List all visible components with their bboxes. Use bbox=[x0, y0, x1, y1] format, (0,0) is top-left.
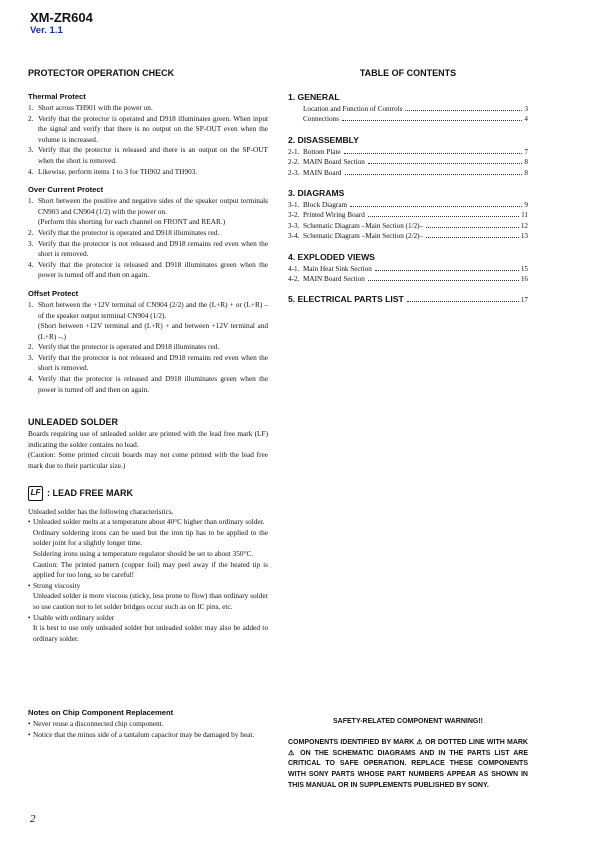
lead-free-item-text: Usable with ordinary solder bbox=[33, 612, 115, 622]
toc-entry-number: 3-1. bbox=[288, 201, 300, 210]
toc-entry-number: 2-2. bbox=[288, 158, 300, 167]
toc-entry-label: MAIN Board Section bbox=[303, 275, 365, 284]
page-number: 2 bbox=[30, 813, 36, 825]
toc-entry-label: Block Diagram bbox=[303, 201, 348, 210]
toc-entry bbox=[288, 221, 528, 231]
toc-entry-label: Location and Function of Controls bbox=[303, 105, 403, 113]
right-column bbox=[288, 68, 528, 307]
lead-free-item bbox=[28, 517, 268, 581]
toc-entry-number: 2-1. bbox=[288, 147, 300, 156]
step-text: Verify that the protector is not released and D918 remains red even when the short is removed. bbox=[38, 238, 268, 259]
step-item bbox=[28, 260, 268, 281]
toc-page: 9 bbox=[524, 201, 528, 210]
step-text: Verify that the protector is operated and D918 illuminates green. When input the signal and verify that there is no output on the SP-OUT even when the volume is increased. bbox=[38, 113, 268, 144]
step-list bbox=[28, 103, 268, 177]
safety-warning bbox=[288, 717, 528, 792]
step-number: 3. bbox=[28, 238, 34, 248]
protector-sections bbox=[28, 92, 268, 395]
chip-note-item bbox=[28, 719, 268, 730]
lead-free-item-detail: It is best to use only unleaded solder but unleaded solder may also be added to ordinary solder. bbox=[33, 623, 268, 643]
toc-leader bbox=[344, 153, 523, 154]
toc-page: 8 bbox=[524, 168, 528, 177]
section-gap bbox=[28, 177, 268, 185]
step-item bbox=[28, 228, 268, 239]
step-number: 4. bbox=[28, 166, 34, 176]
toc-leader bbox=[426, 227, 519, 228]
step-text: Verify that the protector is not released and D918 remains red even when the short is removed. bbox=[38, 352, 268, 373]
step-number: 3. bbox=[28, 145, 34, 155]
step-item bbox=[28, 239, 268, 260]
safety-body: COMPONENTS IDENTIFIED BY MARK ⚠ OR DOTTED LINE WITH MARK ⚠ ON THE SCHEMATIC DIAGRAMS AND IN THE PARTS LIST ARE CRITICAL TO SAFE OPERATION. REPLACE THESE COMPONENTS WITH SONY PARTS WHOSE PART NUMBERS APPEAR AS SHOWN IN THIS MANUAL OR IN SUPPLEMENTS PUBLISHED BY SONY. bbox=[288, 738, 528, 789]
step-number: 1. bbox=[28, 299, 34, 309]
toc-entry-label: MAIN Board bbox=[303, 168, 342, 177]
step-item bbox=[28, 114, 268, 146]
chip-notes-list bbox=[28, 719, 268, 740]
bullet: • bbox=[28, 729, 31, 739]
toc-leader bbox=[407, 301, 519, 302]
step-text: Verify that the protector is released and D918 illuminates green when the power is turned off and then on again. bbox=[38, 259, 268, 280]
toc-section-heading: 5. ELECTRICAL PARTS LIST bbox=[288, 294, 404, 305]
toc-section-heading: 3. DIAGRAMS bbox=[288, 188, 345, 199]
toc-section-heading: 1. GENERAL bbox=[288, 92, 340, 102]
toc-page: 3 bbox=[524, 105, 528, 113]
toc-title: TABLE OF CONTENTS bbox=[359, 68, 457, 78]
toc-page: 13 bbox=[520, 232, 528, 241]
lead-free-title: : LEAD FREE MARK bbox=[47, 488, 133, 499]
chip-notes bbox=[28, 708, 268, 740]
step-item bbox=[28, 374, 268, 395]
toc-entry bbox=[288, 231, 528, 241]
toc-entry-number: 4-2. bbox=[288, 275, 300, 284]
toc-leader bbox=[345, 174, 523, 175]
bullet: • bbox=[28, 517, 31, 527]
bullet: • bbox=[28, 612, 31, 622]
lead-free-icon: LF bbox=[28, 486, 43, 501]
toc-page: 8 bbox=[524, 158, 528, 167]
step-item bbox=[28, 167, 268, 178]
toc-sections bbox=[288, 92, 528, 305]
lead-free-item bbox=[28, 581, 268, 613]
protector-title: PROTECTOR OPERATION CHECK bbox=[28, 68, 175, 78]
lead-free-list bbox=[28, 517, 268, 644]
step-number: 4. bbox=[28, 374, 34, 384]
step-number: 3. bbox=[28, 352, 34, 362]
chip-note-text: Notice that the minus side of a tantalum capacitor may be damaged by heat. bbox=[33, 729, 255, 739]
toc-entry-number: 2-3. bbox=[288, 168, 300, 177]
chip-note-item bbox=[28, 730, 268, 741]
toc-entry-label: Printed Wiring Board bbox=[303, 211, 365, 220]
toc-entry bbox=[288, 200, 528, 210]
toc-gap bbox=[288, 284, 528, 294]
toc-page: 16 bbox=[520, 275, 528, 284]
toc-entry bbox=[288, 157, 528, 167]
toc-section-heading: 4. EXPLODED VIEWS bbox=[288, 251, 375, 262]
toc-leader bbox=[368, 216, 519, 217]
step-number: 2. bbox=[28, 113, 34, 123]
toc-entry-number: 3-3. bbox=[288, 221, 300, 230]
toc-leader bbox=[368, 280, 519, 281]
lead-free-intro: Unleaded solder has the following characteristics. bbox=[28, 506, 174, 516]
unleaded-caution: (Caution: Some printed circuit boards may not come printed with the lead free mark due to their particular size.) bbox=[28, 450, 268, 471]
lead-free-item bbox=[28, 613, 268, 645]
step-number: 2. bbox=[28, 227, 34, 237]
toc-leader bbox=[368, 163, 523, 164]
toc-entry-label: MAIN Board Section bbox=[303, 158, 365, 167]
lead-free-item-detail: Unleaded solder is more viscous (sticky, less prone to flow) than ordinary solder so use caution not to let solder bridges occur such as on IC pins, etc. bbox=[33, 591, 268, 611]
section-heading: Offset Protect bbox=[28, 288, 79, 298]
step-number: 2. bbox=[28, 342, 34, 352]
step-text: Verify that the protector is operated and D918 illuminates red. bbox=[38, 227, 220, 237]
step-number: 4. bbox=[28, 259, 34, 269]
lead-free-item-text: Unleaded solder melts at a temperature about 40°C higher than ordinary solder. bbox=[33, 517, 265, 527]
toc-section-heading: 2. DISASSEMBLY bbox=[288, 134, 359, 145]
toc-page: 7 bbox=[524, 147, 528, 156]
toc-gap bbox=[288, 125, 528, 135]
lead-free-item-detail: Soldering irons using a temperature regulator should be set to about 350°C. bbox=[33, 549, 254, 558]
toc-entry bbox=[288, 264, 528, 274]
toc-entry-label: Schematic Diagram –Main Section (1/2)– bbox=[303, 221, 424, 230]
toc-entry bbox=[288, 210, 528, 220]
toc-leader bbox=[426, 237, 519, 238]
step-text: Verify that the protector is released and there is an output on the SP-OUT when the short is removed. bbox=[38, 145, 268, 165]
unleaded-title: UNLEADED SOLDER bbox=[28, 417, 119, 428]
model-name: XM-ZR604 bbox=[30, 10, 93, 25]
toc-leader bbox=[350, 206, 522, 207]
step-text: Short between the positive and negative sides of the speaker output terminals CN903 and CN904 (1/2) with the power on. bbox=[38, 196, 268, 216]
toc-page: 15 bbox=[520, 264, 528, 273]
safety-title: SAFETY-RELATED COMPONENT WARNING!! bbox=[333, 718, 483, 725]
toc-entry-number: 3-4. bbox=[288, 232, 300, 241]
step-note: (Short between +12V terminal and (L+R) + and between +12V terminal and (L+R) –.) bbox=[38, 321, 268, 341]
toc-leader bbox=[405, 110, 522, 111]
toc-entry-label: Connections bbox=[303, 115, 339, 124]
section-heading: Thermal Protect bbox=[28, 92, 86, 101]
step-item bbox=[28, 353, 268, 374]
step-list bbox=[28, 300, 268, 395]
step-text: Short between the +12V terminal of CN904 (2/2) and the (L+R) + or (L+R) – of the speaker output terminal CN904 (1/2). bbox=[38, 299, 268, 320]
step-text: Short across TH901 with the power on. bbox=[38, 103, 153, 112]
toc-entry-number: 4-1. bbox=[288, 264, 300, 273]
toc-entry bbox=[288, 114, 528, 124]
step-text: Likewise, perform items 1 to 3 for TH902 and TH903. bbox=[38, 166, 198, 176]
chip-notes-title: Notes on Chip Component Replacement bbox=[28, 708, 174, 717]
toc-section-line bbox=[288, 294, 528, 305]
toc-entry bbox=[288, 168, 528, 178]
step-text: Verify that the protector is operated and D918 illuminates red. bbox=[38, 342, 220, 352]
toc-page: 11 bbox=[521, 211, 528, 220]
bullet: • bbox=[28, 580, 31, 590]
toc-gap bbox=[288, 242, 528, 252]
left-column bbox=[28, 68, 268, 644]
step-number: 1. bbox=[28, 103, 34, 112]
toc-entry-label: Main Heat Sink Section bbox=[303, 264, 372, 273]
lead-free-item-text: Strong viscosity bbox=[33, 580, 81, 590]
bullet: • bbox=[28, 719, 31, 728]
toc-leader bbox=[375, 270, 519, 271]
toc-entry-label: Bottom Plate bbox=[303, 147, 341, 156]
toc-page: 12 bbox=[520, 221, 528, 230]
step-item bbox=[28, 145, 268, 166]
toc-entry bbox=[288, 104, 528, 114]
toc-leader bbox=[342, 120, 522, 121]
lead-free-heading bbox=[28, 486, 268, 501]
step-item bbox=[28, 196, 268, 228]
lead-free-item-detail: Caution: The printed pattern (copper foil) may peel away if the heated tip is applied for too long, so be careful! bbox=[33, 559, 268, 580]
chip-note-text: Never reuse a disconnected chip component. bbox=[33, 719, 164, 728]
toc-entry bbox=[288, 274, 528, 284]
toc-page: 17 bbox=[520, 296, 528, 305]
step-note: (Perform this shorting for each channel on FRONT and REAR.) bbox=[38, 217, 226, 227]
step-list bbox=[28, 196, 268, 281]
toc-entry-number: 3-2. bbox=[288, 211, 300, 220]
toc-entry-label: Schematic Diagram –Main Section (2/2)– bbox=[303, 232, 424, 241]
step-text: Verify that the protector is released and D918 illuminates green when the power is turned off and then on again. bbox=[38, 374, 268, 394]
section-gap bbox=[28, 281, 268, 289]
toc-page: 4 bbox=[524, 115, 528, 124]
version-label: Ver. 1.1 bbox=[30, 25, 63, 36]
lead-free-item-detail: Ordinary soldering irons can be used but the iron tip has to be applied to the solder joint for a slightly longer time. bbox=[33, 527, 268, 548]
toc-gap bbox=[288, 178, 528, 188]
section-heading: Over Current Protect bbox=[28, 185, 104, 195]
unleaded-paragraph: Boards requiring use of unleaded solder are printed with the lead free mark (LF) indicating the solder contains no lead. bbox=[28, 429, 268, 449]
step-item bbox=[28, 103, 268, 114]
toc-entry bbox=[288, 147, 528, 157]
step-number: 1. bbox=[28, 196, 34, 206]
step-item bbox=[28, 342, 268, 353]
step-item bbox=[28, 300, 268, 342]
